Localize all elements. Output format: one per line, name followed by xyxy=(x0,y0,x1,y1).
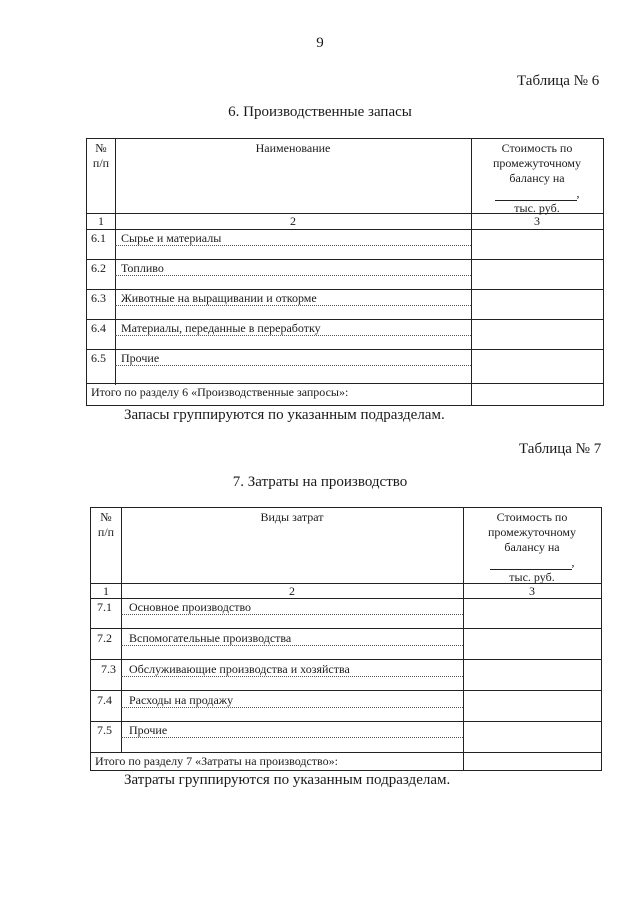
table7-row-name: Расходы на продажу xyxy=(129,693,234,707)
table7-header-name: Виды затрат xyxy=(260,510,324,524)
table7-colnum-3: 3 xyxy=(529,584,535,598)
table7-total-label: Итого по разделу 7 «Затраты на производство»: xyxy=(95,754,338,768)
table6-row-name: Топливо xyxy=(121,261,164,275)
table7 xyxy=(90,507,602,771)
table7-header-num: № п/п xyxy=(97,510,115,539)
table7-row-num: 7.5 xyxy=(97,723,112,737)
table6-caption: Таблица № 6 xyxy=(517,73,600,89)
table6-row-num: 6.3 xyxy=(91,291,106,305)
table7-row-num: 7.3 xyxy=(101,662,116,676)
table7-note: Затраты группируются по указанным подразделам. xyxy=(124,772,451,788)
table6-row-num: 6.5 xyxy=(91,351,106,365)
table6-row-num: 6.4 xyxy=(91,321,106,335)
table7-row-name: Вспомогательные производства xyxy=(129,631,292,645)
table6-row-name: Прочие xyxy=(121,351,160,365)
table7-row-name: Основное производство xyxy=(129,600,252,614)
table6-total-label: Итого по разделу 6 «Производственные запросы»: xyxy=(91,385,349,399)
table6-note: Запасы группируются по указанным подразделам. xyxy=(124,407,445,423)
table6-header-name: Наименование xyxy=(255,141,331,155)
page-number: 9 xyxy=(316,35,324,51)
table7-title: 7. Затраты на производство xyxy=(232,474,408,490)
table7-row-num: 7.4 xyxy=(97,693,112,707)
table6-colnum-3: 3 xyxy=(534,214,540,228)
table7-row-name: Прочие xyxy=(129,723,168,737)
table6 xyxy=(86,138,604,406)
table6-header-cost: Стоимость по промежуточному балансу на , тыс. руб. xyxy=(492,141,581,215)
table6-title: 6. Производственные запасы xyxy=(228,104,412,120)
table7-header-cost: Стоимость по промежуточному балансу на , тыс. руб. xyxy=(487,510,576,584)
table6-row-num: 6.2 xyxy=(91,261,106,275)
table7-row-num: 7.2 xyxy=(97,631,112,645)
table7-colnum-2: 2 xyxy=(289,584,295,598)
table6-header-num: № п/п xyxy=(92,141,110,170)
table7-row-num: 7.1 xyxy=(97,600,112,614)
table6-row-name: Животные на выращивании и откорме xyxy=(121,291,317,305)
table6-colnum-2: 2 xyxy=(290,214,296,228)
table6-colnum-1: 1 xyxy=(98,214,104,228)
table6-row-name: Материалы, переданные в переработку xyxy=(121,321,321,335)
table7-row-name: Обслуживающие производства и хозяйства xyxy=(129,662,350,676)
table7-colnum-1: 1 xyxy=(103,584,109,598)
table6-row-num: 6.1 xyxy=(91,231,106,245)
table6-row-name: Сырье и материалы xyxy=(121,231,222,245)
table7-caption: Таблица № 7 xyxy=(519,441,602,457)
